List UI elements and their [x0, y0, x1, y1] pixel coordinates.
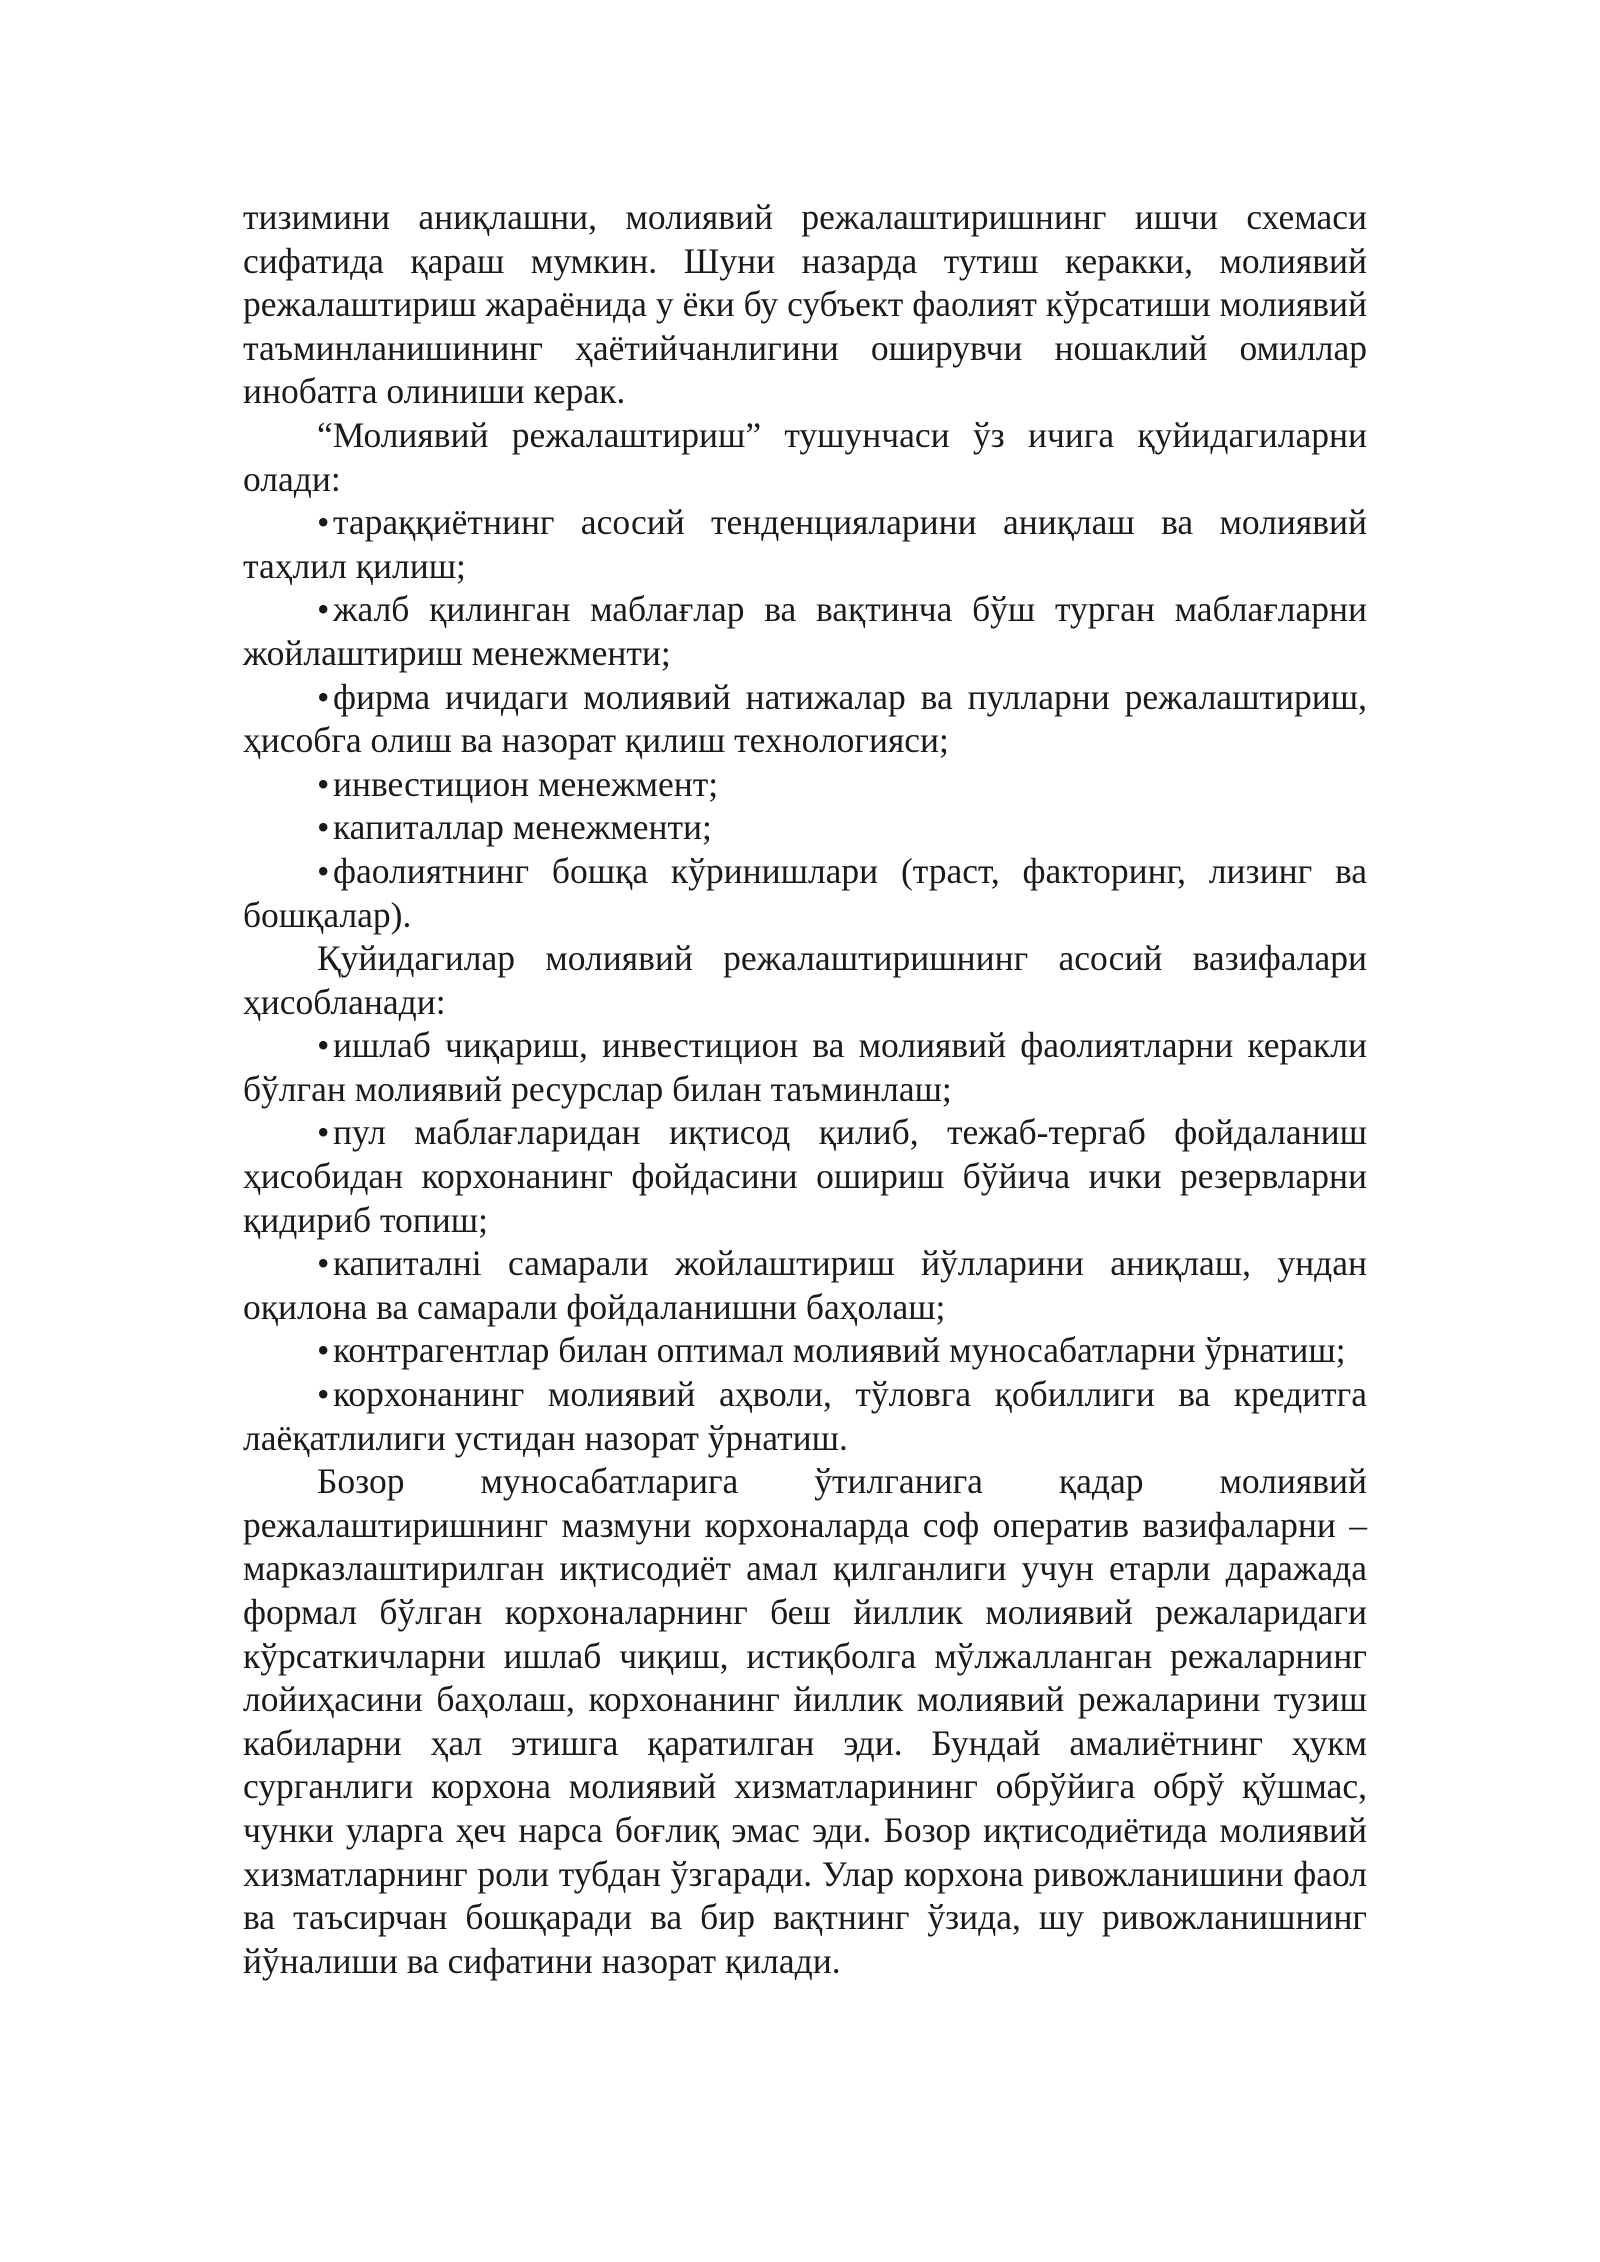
- list-item-text: ишлаб чиқариш, инвестицион ва молиявий фаолиятларни керакли бўлган молиявий ресурслар билан таъминлаш;: [243, 1025, 1367, 1109]
- paragraph-market-transition: Бозор муносабатларига ўтилганига қадар молиявий режалаштиришнинг мазмуни корхоналарда соф оператив вазифаларни – марказлаштирилган иқтисодиёт амал қилганлиги учун етарли даражада формал бўлган корхоналарнинг беш йиллик молиявий режаларидаги кўрсаткичларни ишлаб чиқиш, истиқболга мўлжалланган режаларнинг лойиҳасини баҳолаш, корхонанинг йиллик молиявий режаларини тузиш кабиларни ҳал этишга қаратилган эди. Бундай амалиётнинг ҳукм сурганлиги корхона молиявий хизматларининг обрўйига обрў қўшмас, чунки уларга ҳеч нарса боғлиқ эмас эди. Бозор иқтисодиётида молиявий хизматларнинг роли тубдан ўзгаради. Улар корхона ривожланишини фаол ва таъсирчан бошқаради ва бир вақтнинг ўзида, шу ривожланишнинг йўналиши ва сифатини назорат қилади.: [243, 1461, 1367, 1981]
- bullet-icon: •: [317, 1025, 330, 1066]
- list-item-text: капиталлар менежменти;: [332, 807, 712, 848]
- list-item-text: корхонанинг молиявий аҳволи, тўловга қобиллиги ва кредитга лаёқатлилиги устидан назорат ўрнатиш.: [243, 1374, 1367, 1458]
- list-item-text: тараққиётнинг асосий тенденцияларини аниқлаш ва молиявий таҳлил қилиш;: [243, 502, 1367, 586]
- bullet-icon: •: [317, 763, 330, 804]
- list-item: [243, 501, 1367, 588]
- list-item: [243, 1329, 1367, 1373]
- list-item-text: фаолиятнинг бошқа кўринишлари (траст, факторинг, лизинг ва бошқалар).: [243, 850, 1367, 935]
- list-item-text: фирма ичидаги молиявий натижалар ва пулларни режалаштириш, ҳисобга олиш ва назорат қилиш технологияси;: [243, 676, 1367, 761]
- bullet-icon: •: [317, 676, 330, 717]
- list-item: [243, 588, 1367, 675]
- list-item: [243, 850, 1367, 937]
- paragraph-continuation: тизимини аниқлашни, молиявий режалаштиришнинг ишчи схемаси сифатида қараш мумкин. Шуни назарда тутиш керакки, молиявий режалаштириш жараёнида у ёки бу субъект фаолият кўрсатиши молиявий таъминланишининг ҳаётийчанлигини оширувчи ношаклий омиллар инобатга олиниши керак.: [243, 197, 1367, 412]
- bullet-icon: •: [317, 850, 330, 891]
- list-item-text: инвестицион менежмент;: [332, 763, 719, 804]
- list-item: [243, 806, 1367, 850]
- list-item: [243, 1024, 1367, 1111]
- bullet-icon: •: [317, 1243, 330, 1284]
- bullet-icon: •: [317, 1374, 330, 1415]
- bullet-icon: •: [317, 807, 330, 848]
- list-item: [243, 763, 1367, 807]
- list-item: [243, 1111, 1367, 1242]
- bullet-icon: •: [317, 589, 330, 630]
- list-item: [243, 676, 1367, 763]
- list-item: [243, 1242, 1367, 1329]
- list-item-text: жалб қилинган маблағлар ва вақтинча бўш турган маблағларни жойлаштириш менежменти;: [243, 589, 1367, 673]
- bullet-icon: •: [317, 502, 330, 543]
- bullet-icon: •: [317, 1112, 330, 1153]
- document-page: [243, 196, 1367, 1983]
- bullet-icon: •: [317, 1330, 330, 1371]
- paragraph-main-tasks: Қуйидагилар молиявий режалаштиришнинг асосий вазифалари ҳисобланади:: [243, 938, 1367, 1022]
- paragraph-planning-concept: “Молиявий режалаштириш” тушунчаси ўз ичига қуйидагиларни олади:: [243, 414, 1367, 499]
- list-item-text: капиталнi самарали жойлаштириш йўлларини аниқлаш, ундан оқилона ва самарали фойдаланишни баҳолаш;: [243, 1243, 1367, 1327]
- list-item-text: контрагентлар билан оптимал молиявий муносабатларни ўрнатиш;: [332, 1330, 1346, 1371]
- list-item: [243, 1373, 1367, 1460]
- list-item-text: пул маблағларидан иқтисод қилиб, тежаб-тергаб фойдаланиш ҳисобидан корхонанинг фойдасини ошириш бўйича ички резервларни қидириб топиш;: [243, 1112, 1367, 1240]
